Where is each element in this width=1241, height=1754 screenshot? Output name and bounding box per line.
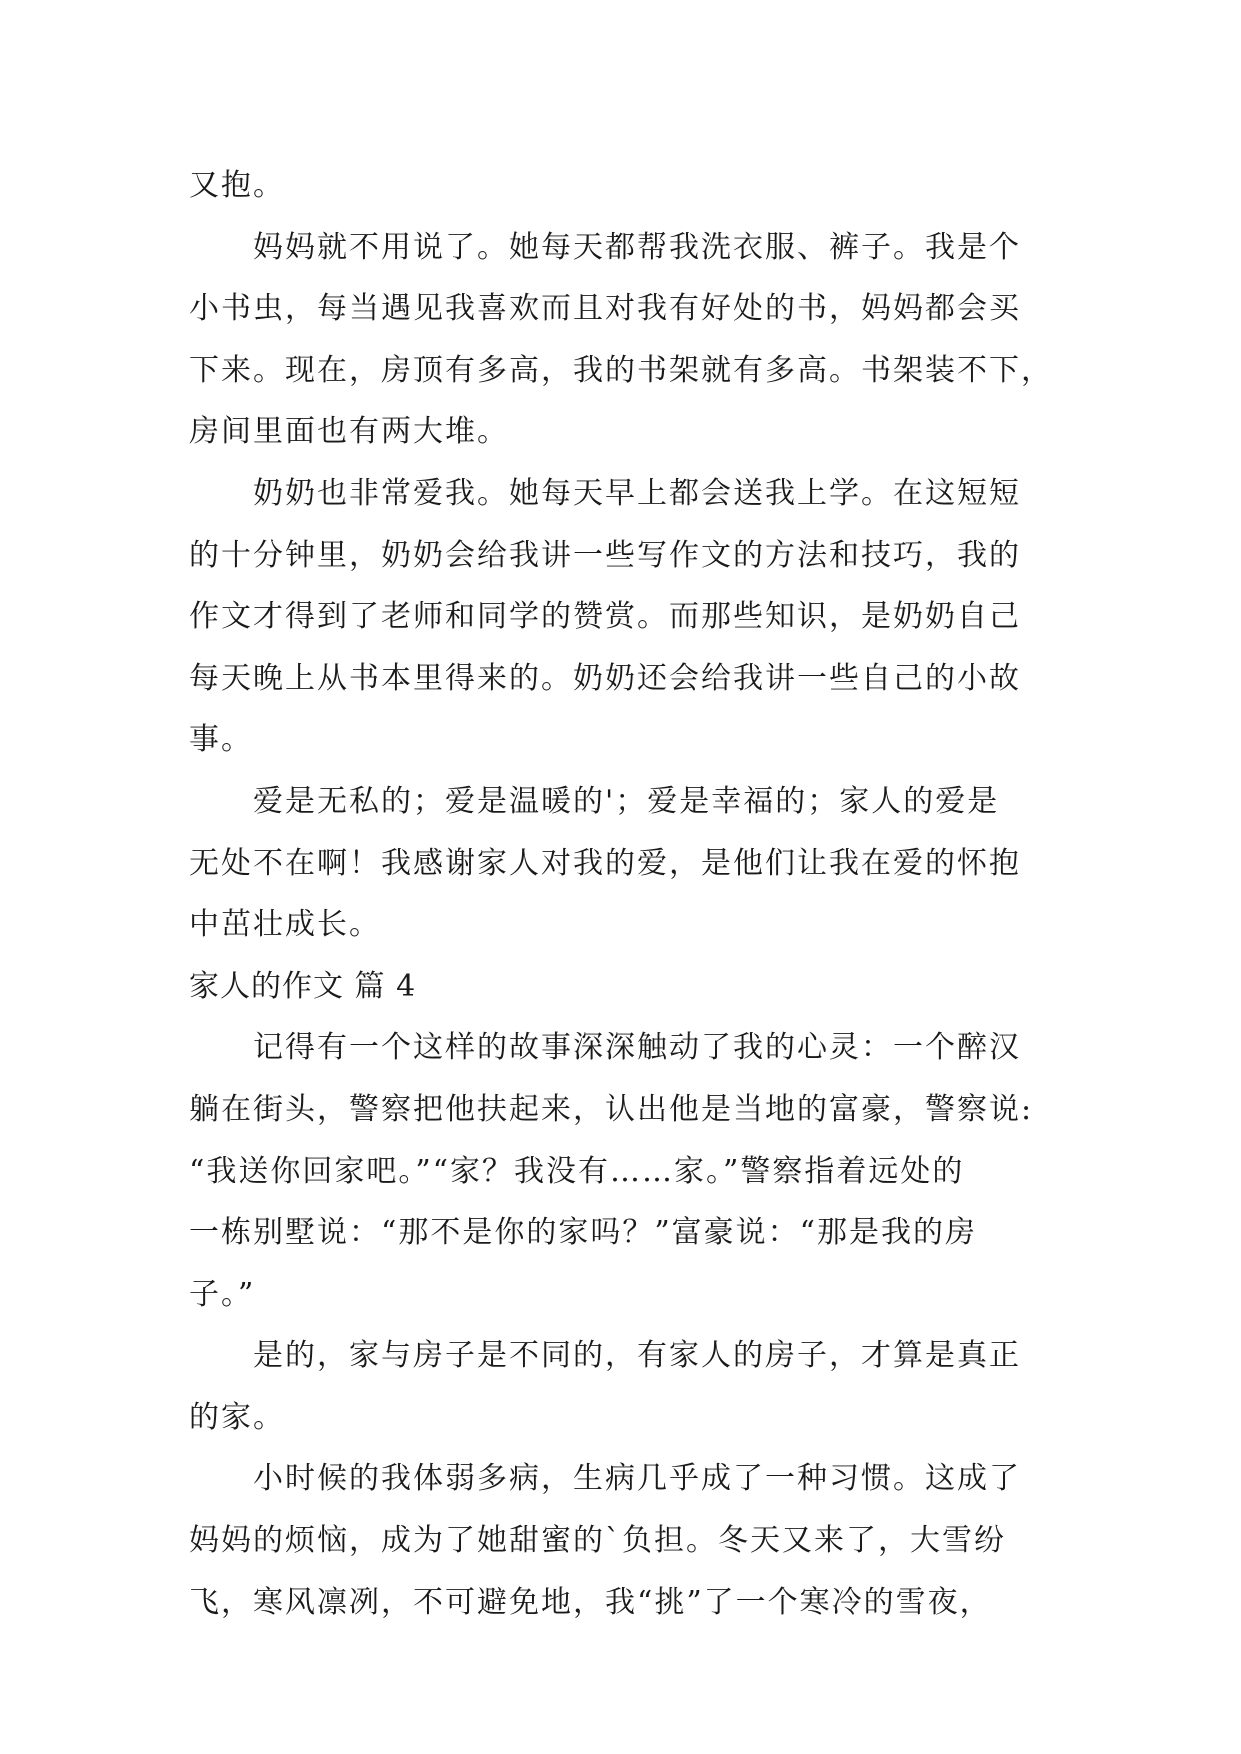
text-line: 作文才得到了老师和同学的赞赏。而那些知识，是奶奶自己 bbox=[189, 599, 1021, 635]
text-line: 中茁壮成长。 bbox=[189, 907, 381, 943]
text-line: 小书虫，每当遇见我喜欢而且对我有好处的书，妈妈都会买 bbox=[189, 291, 1021, 327]
paragraph-start-line: 小时候的我体弱多病，生病几乎成了一种习惯。这成了 bbox=[253, 1461, 1021, 1497]
text-line: “我送你回家吧。”“家？我没有……家。”警察指着远处的 bbox=[189, 1153, 965, 1189]
paragraph-start-line: 爱是无私的；爱是温暖的'；爱是幸福的；家人的爱是 bbox=[253, 783, 1000, 819]
paragraph-start-line: 妈妈就不用说了。她每天都帮我洗衣服、裤子。我是个 bbox=[253, 229, 1021, 265]
text-line: 房间里面也有两大堆。 bbox=[189, 414, 509, 450]
text-line: 的家。 bbox=[189, 1399, 285, 1435]
text-line: 一栋别墅说：“那不是你的家吗？”富豪说：“那是我的房 bbox=[189, 1215, 978, 1251]
paragraph-start-line: 是的，家与房子是不同的，有家人的房子，才算是真正 bbox=[253, 1338, 1021, 1374]
text-line: 下来。现在，房顶有多高，我的书架就有多高。书架装不下， bbox=[189, 352, 1053, 388]
section-heading: 家人的作文 篇 4 bbox=[189, 968, 417, 1004]
text-line: 躺在街头，警察把他扶起来，认出他是当地的富豪，警察说: bbox=[189, 1091, 1034, 1127]
text-line: 妈妈的烦恼，成为了她甜蜜的`负担。冬天又来了，大雪纷 bbox=[189, 1523, 1006, 1559]
text-line: 飞，寒风凛冽，不可避免地，我“挑”了一个寒冷的雪夜， bbox=[189, 1584, 992, 1620]
text-line: 事。 bbox=[189, 722, 253, 758]
paragraph-start-line: 奶奶也非常爱我。她每天早上都会送我上学。在这短短 bbox=[253, 475, 1021, 511]
text-line: 无处不在啊！我感谢家人对我的爱，是他们让我在爱的怀抱 bbox=[189, 845, 1021, 881]
text-line: 的十分钟里，奶奶会给我讲一些写作文的方法和技巧，我的 bbox=[189, 537, 1021, 573]
paragraph-start-line: 记得有一个这样的故事深深触动了我的心灵：一个醉汉 bbox=[253, 1030, 1021, 1066]
text-line: 又抱。 bbox=[189, 168, 285, 203]
text-line: 每天晚上从书本里得来的。奶奶还会给我讲一些自己的小故 bbox=[189, 660, 1021, 696]
document-page bbox=[189, 155, 1053, 1633]
text-line: 子。” bbox=[189, 1276, 256, 1312]
